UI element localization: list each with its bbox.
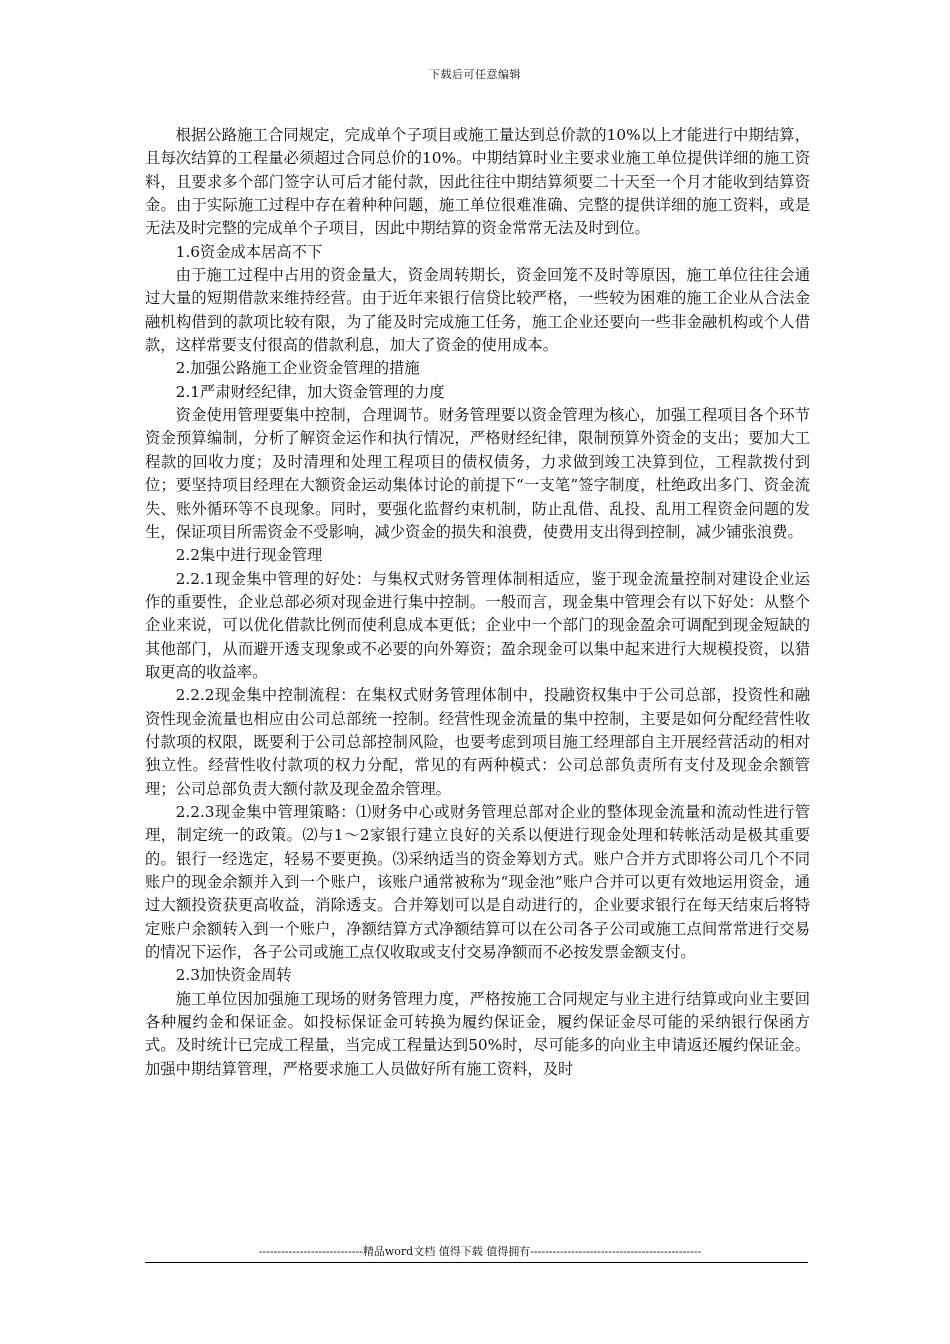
page-footer: ----------------------------精品word文档 值得下载 值得拥有---------------------------------------------- xyxy=(258,1245,702,1258)
page-header: 下载后可任意编辑 xyxy=(429,68,521,81)
paragraph-2-2-2: 2.2.2现金集中控制流程：在集权式财务管理体制中，投融资权集中于公司总部，投资性和融资性现金流量也相应由公司总部统一控制。经营性现金流量的集中控制，主要是如何分配经营性收付款项的权限，既要利于公司总部控制风险，也要考虑到项目施工经理部自主开展经营活动的相对独立性。经营性收付款项的权力分配，常见的有两种模式：公司总部负责所有支付及现金余额管理；公司总部负责大额付款及现金盈余管理。 xyxy=(145,686,810,798)
heading-1-6: 1.6资金成本居高不下 xyxy=(175,242,323,261)
paragraph-capital-cost: 由于施工过程中占用的资金量大，资金周转期长，资金回笼不及时等原因，施工单位往往会通过大量的短期借款来维持经营。由于近年来银行信贷比较严格，一些较为困难的施工企业从合法金融机构借到的款项比较有限，为了能及时完成施工任务，施工企业还要向一些非金融机构或个人借款，这样常要支付很高的借款利息，加大了资金的使用成本。 xyxy=(145,266,810,355)
paragraph-fund-control: 资金使用管理要集中控制，合理调节。财务管理要以资金管理为核心，加强工程项目各个环节资金预算编制，分析了解资金运作和执行情况，严格财经纪律，限制预算外资金的支出；要加大工程款的回收力度；及时清理和处理工程项目的债权债务，力求做到竣工决算到位，工程款拨付到位；要坚持项目经理在大额资金运动集体讨论的前提下“一支笔”签字制度，杜绝政出多门、资金流失、账外循环等不良现象。同时，要强化监督约束机制，防止乱借、乱投、乱用工程资金问题的发生，保证项目所需资金不受影响，减少资金的损失和浪费，使费用支出得到控制，减少铺张浪费。 xyxy=(145,406,810,541)
heading-2: 2.加强公路施工企业资金管理的措施 xyxy=(175,359,420,378)
heading-2-1: 2.1严肃财经纪律，加大资金管理的力度 xyxy=(175,382,445,401)
heading-2-2: 2.2集中进行现金管理 xyxy=(175,546,323,565)
paragraph-2-2-3: 2.2.3现金集中管理策略：⑴财务中心或财务管理总部对企业的整体现金流量和流动性进行管理，制定统一的政策。⑵与1～2家银行建立良好的关系以便进行现金处理和转帐活动是极其重要的。银行一经选定，轻易不要更换。⑶采纳适当的资金筹划方式。账户合并方式即将公司几个不同账户的现金余额并入到一个账户，该账户通常被称为“现金池”账户合并可以更有效地运用资金，通过大额投资获更高收益，消除透支。合并筹划可以是自动进行的，企业要求银行在每天结束后将特定账户余额转入到一个账户，净额结算方式净额结算可以在公司各子公司或施工点间常常进行交易的情况下运作，各子公司或施工点仅收取或支付交易净额而不必按发票金额支付。 xyxy=(145,802,810,962)
paragraph-interim-settlement: 根据公路施工合同规定，完成单个子项目或施工量达到总价款的10%以上才能进行中期结算，且每次结算的工程量必须超过合同总价的10%。中期结算时业主要求业施工单位提供详细的施工资料，且要求多个部门签字认可后才能付款，因此往往中期结算须要二十天至一个月才能收到结算资金。由于实际施工过程中存在着种种问题，施工单位很难准确、完整的提供详细的施工资料，或是无法及时完整的完成单个子项目，因此中期结算的资金常常无法及时到位。 xyxy=(145,126,810,238)
paragraph-2-2-1: 2.2.1现金集中管理的好处：与集权式财务管理体制相适应，鉴于现金流量控制对建设企业运作的重要性，企业总部必须对现金进行集中控制。一般而言，现金集中管理会有以下好处：从整个企业来说，可以优化借款比例而使利息成本更低；企业中一个部门的现金盈余可调配到现金短缺的其他部门，从而避开透支现象或不必要的向外筹资；盈余现金可以集中起来进行大规模投资，以猎取更高的收益率。 xyxy=(145,569,810,681)
heading-2-3: 2.3加快资金周转 xyxy=(175,966,292,985)
document-body xyxy=(145,124,810,1081)
footer-rule xyxy=(145,1262,808,1263)
paragraph-fund-turnover: 施工单位因加强施工现场的财务管理力度，严格按施工合同规定与业主进行结算或向业主要回各种履约金和保证金。如投标保证金可转换为履约保证金，履约保证金尽可能的采纳银行保函方式。及时统计已完成工程量，当完成工程量达到50%时，尽可能多的向业主申请返还履约保证金。加强中期结算管理，严格要求施工人员做好所有施工资料，及时 xyxy=(145,989,810,1078)
